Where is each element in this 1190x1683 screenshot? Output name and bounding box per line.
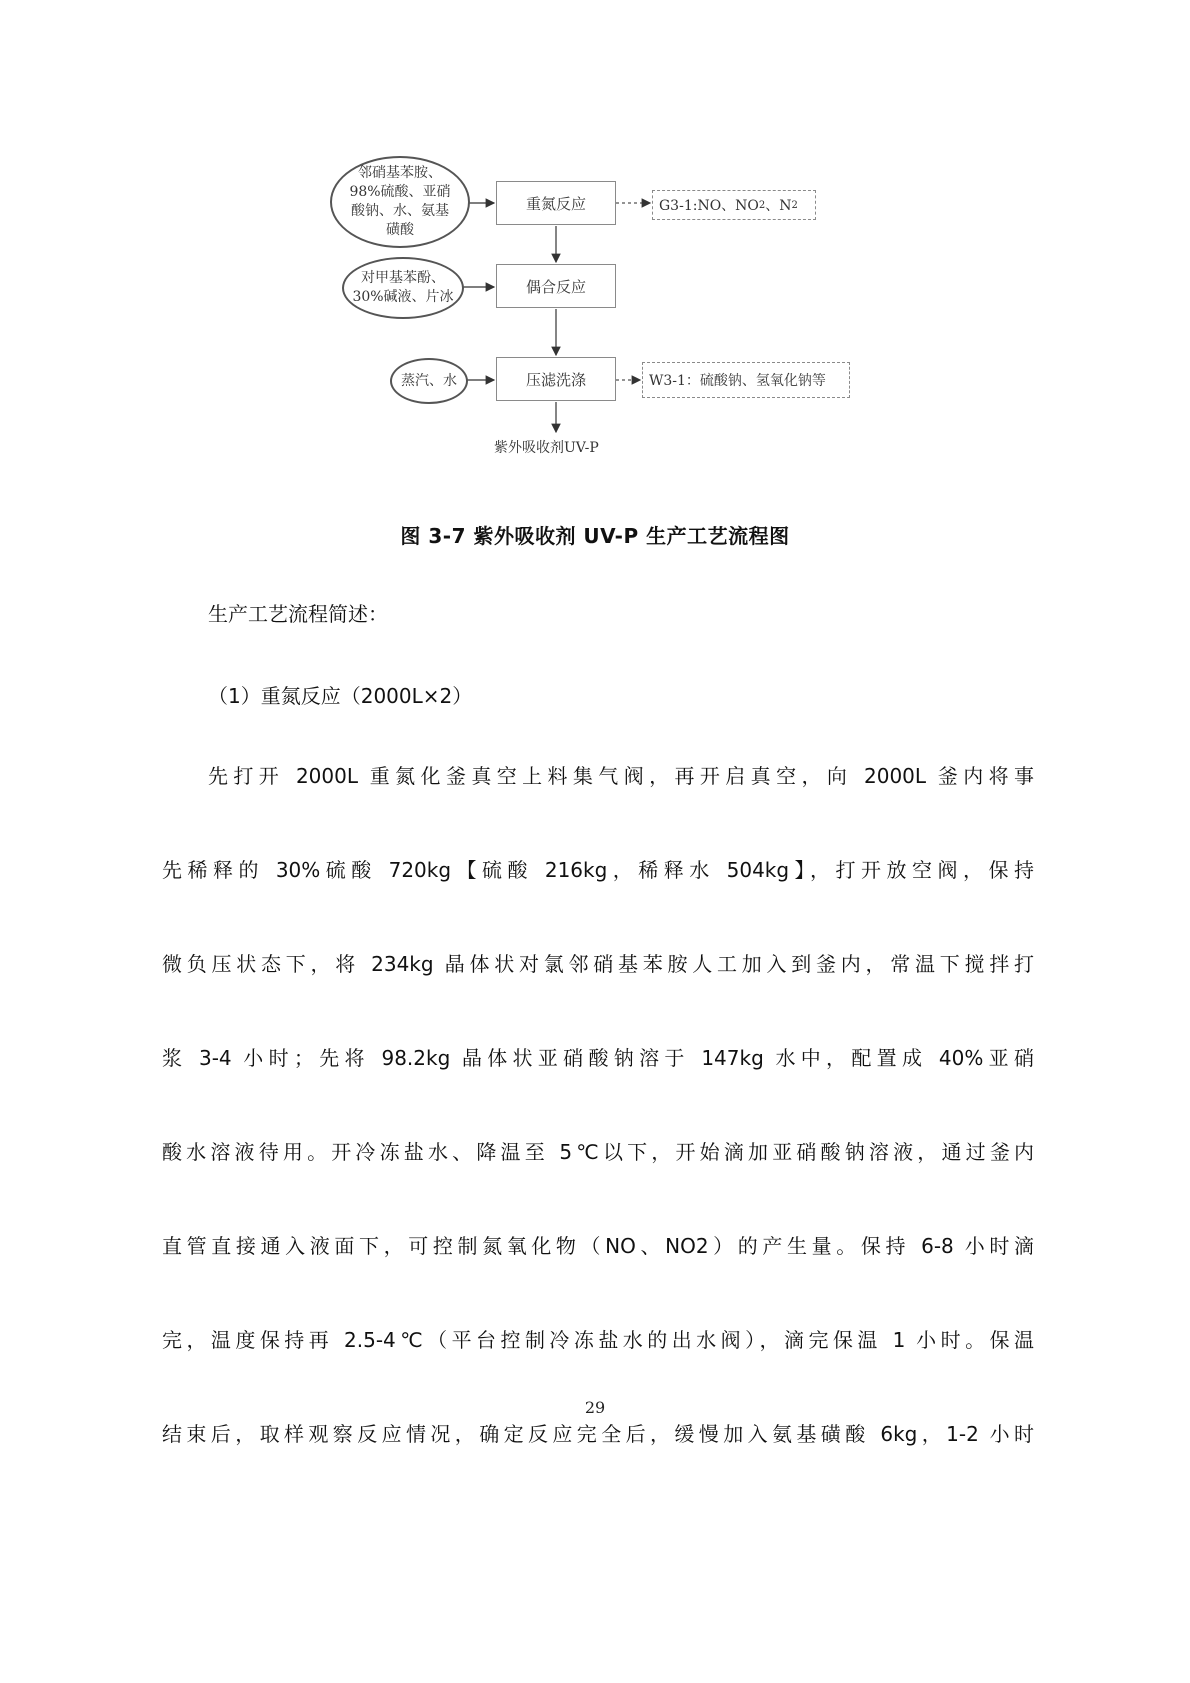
figure-caption: 图 3-7 紫外吸收剂 UV-P 生产工艺流程图 [400,524,790,548]
paragraph-line: 直管直接通入液面下，可控制氮氧化物（NO、NO2）的产生量。保持 6-8 小时滴 [162,1234,1034,1258]
input-line: 98%硫酸、亚硝 [349,184,451,200]
emission-subscript: 2 [758,199,766,211]
step-label: 重氮反应 [525,194,586,213]
section-title: 生产工艺流程简述： [208,602,388,626]
input-line: 酸钠、水、氨基 [351,203,449,219]
input-line: 磺酸 [386,222,414,238]
paragraph-line: 完，温度保持再 2.5-4℃（平台控制冷冻盐水的出水阀），滴完保温 1 小时。保温 [162,1328,1034,1352]
input-line: 蒸汽、水 [401,372,457,389]
emission-subscript: 2 [791,199,798,211]
paragraph-line: 浆 3-4 小时；先将 98.2kg 晶体状亚硝酸钠溶于 147kg 水中，配置成 40%亚硝 [162,1046,1034,1070]
page-number: 29 [584,1398,606,1417]
paragraph-line: 微负压状态下，将 234kg 晶体状对氯邻硝基苯胺人工加入到釜内，常温下搅拌打 [162,952,1034,976]
paragraph-line: 酸水溶液待用。开冷冻盐水、降温至 5℃以下，开始滴加亚硝酸钠溶液，通过釜内 [162,1140,1034,1164]
emission-wastewater [642,362,850,398]
emission-text: W3-1：硫酸钠、氢氧化钠等 [649,373,826,389]
input-line: 对甲基苯酚、 [361,270,445,286]
input-oval-filtration [390,358,468,404]
paragraph-line: 先打开 2000L 重氮化釜真空上料集气阀，再开启真空，向 2000L 釜内将事 [208,764,1034,788]
input-line: 30%碱液、片冰 [352,289,454,305]
input-oval-coupling [342,257,464,319]
emission-text: G3-1:NO、NO [659,198,759,214]
paragraph-line: 先稀释的 30%硫酸 720kg【硫酸 216kg，稀释水 504kg】，打开放空阀，保持 [162,858,1034,882]
step-filter-washing [496,357,616,401]
emission-text: 、N [765,198,792,214]
subsection-title: （1）重氮反应（2000L×2） [208,684,473,708]
emission-gas [652,190,816,220]
paragraph-line: 结束后，取样观察反应情况，确定反应完全后，缓慢加入氨基磺酸 6kg，1-2 小时 [162,1422,1034,1446]
step-diazotization [496,181,616,225]
product-label: 紫外吸收剂UV-P [494,440,599,456]
step-label: 偶合反应 [525,277,586,296]
step-coupling [496,264,616,308]
input-line: 邻硝基苯胺、 [358,165,442,181]
input-oval-diazotization [330,156,470,248]
step-label: 压滤洗涤 [525,370,586,389]
